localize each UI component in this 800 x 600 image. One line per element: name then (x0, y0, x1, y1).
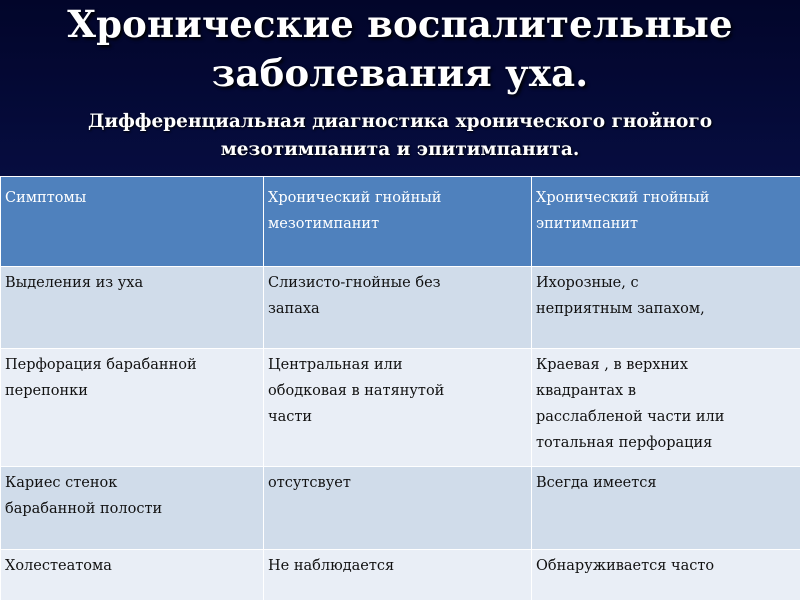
cell-line: Краевая , в верхних (536, 357, 688, 373)
title-line: заболевания уха. (211, 51, 589, 95)
epi-cell (532, 550, 800, 600)
subtitle-line: Дифференциальная диагностика хронического гнойного (87, 111, 713, 132)
title-line: Хронические воспалительные (67, 2, 733, 46)
header-mesotympanitis (264, 177, 532, 267)
header-line: мезотимпанит (268, 216, 380, 232)
slide-title (0, 0, 800, 98)
cell-line: Всегда имеется (536, 475, 657, 491)
table-header-row (1, 177, 800, 267)
cell-line: Холестеатома (5, 558, 112, 574)
epi-cell (532, 467, 800, 550)
cell-line: тотальная перфорация (536, 435, 713, 451)
cell-line: расслабленой части или (536, 409, 725, 425)
subtitle-line: мезотимпанита и эпитимпанита. (220, 139, 580, 160)
header-symptoms (1, 177, 264, 267)
cell-line: Ихорозные, с (536, 275, 639, 291)
header-line: Хронический гнойный (536, 190, 710, 206)
symptom-cell (1, 267, 264, 349)
table-row (1, 467, 800, 550)
diagnosis-table (0, 176, 800, 600)
cell-line: перепонки (5, 383, 88, 399)
meso-cell (264, 467, 532, 550)
cell-line: ободковая в натянутой (268, 383, 445, 399)
cell-line: квадрантах в (536, 383, 637, 399)
cell-line: Не наблюдается (268, 558, 395, 574)
table-row (1, 267, 800, 349)
cell-line: Центральная или (268, 357, 403, 373)
cell-line: неприятным запахом, (536, 301, 705, 317)
cell-line: запаха (268, 301, 320, 317)
meso-cell (264, 550, 532, 600)
cell-line: барабанной полости (5, 501, 163, 517)
epi-cell (532, 267, 800, 349)
header-epitympanitis (532, 177, 800, 267)
table-row (1, 550, 800, 600)
cell-line: части (268, 409, 313, 425)
meso-cell (264, 267, 532, 349)
epi-cell (532, 349, 800, 467)
cell-line: Обнаруживается часто (536, 558, 715, 574)
cell-line: Кариес стенок (5, 475, 118, 491)
cell-line: Слизисто-гнойные без (268, 275, 441, 291)
header-line: Хронический гнойный (268, 190, 442, 206)
slide-header (0, 0, 800, 176)
cell-line: отсутсвует (268, 475, 351, 491)
symptom-cell (1, 550, 264, 600)
symptom-cell (1, 349, 264, 467)
slide-subtitle (40, 108, 760, 164)
symptom-cell (1, 467, 264, 550)
cell-line: Выделения из уха (5, 275, 144, 291)
meso-cell (264, 349, 532, 467)
header-line: эпитимпанит (536, 216, 639, 232)
header-line: Симптомы (5, 190, 87, 206)
table-row (1, 349, 800, 467)
cell-line: Перфорация барабанной (5, 357, 197, 373)
